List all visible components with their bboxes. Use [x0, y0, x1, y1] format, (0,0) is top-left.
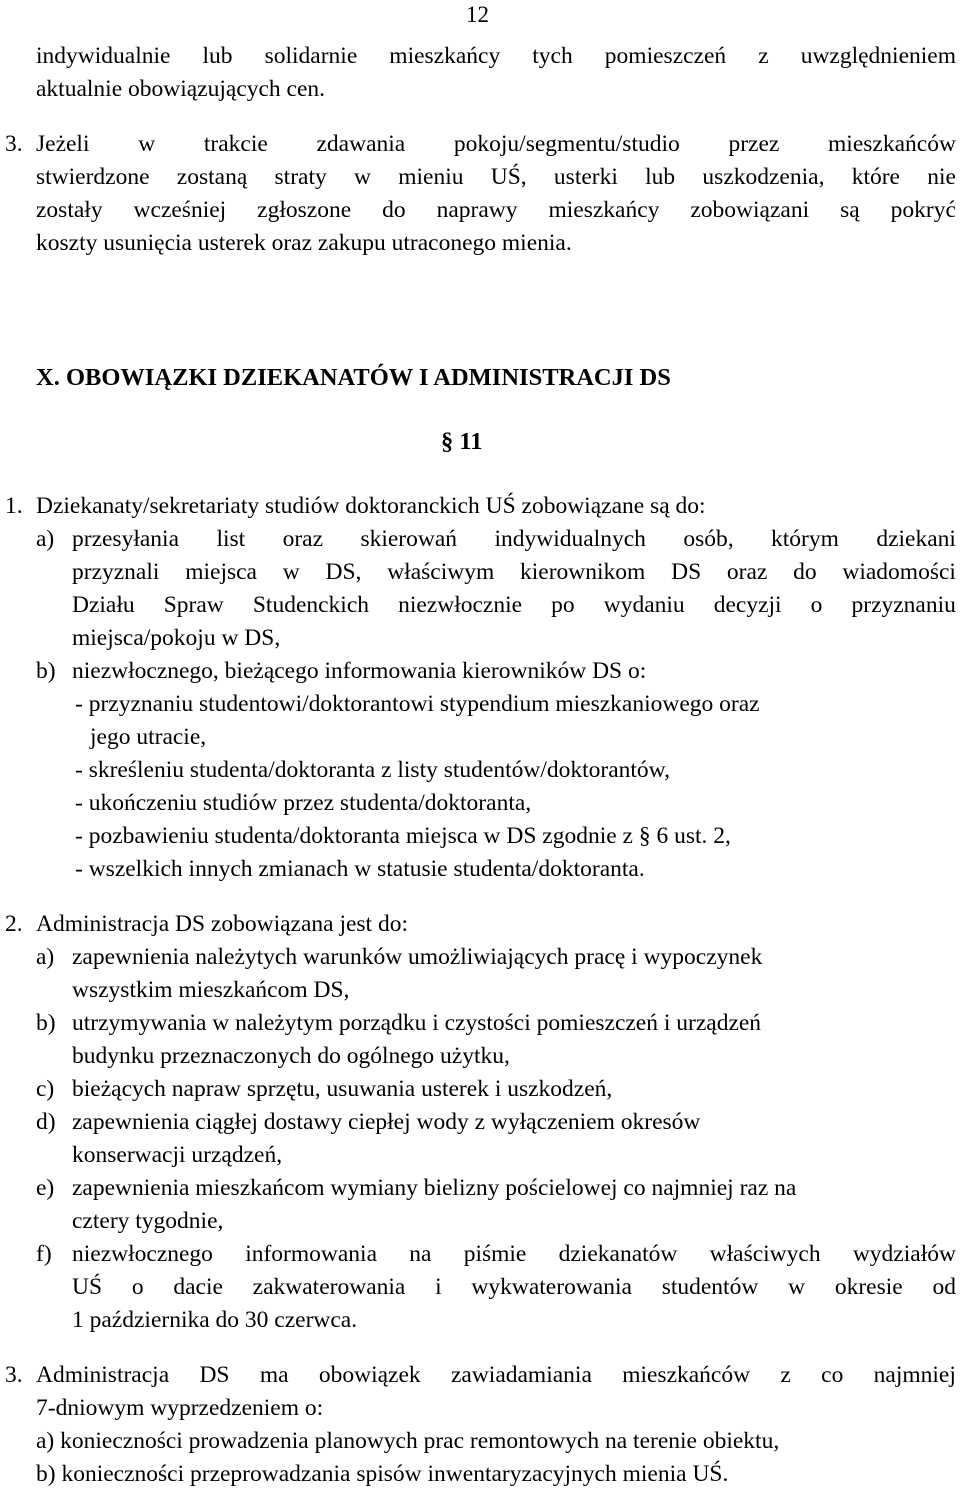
word: decyzji [713, 592, 782, 618]
p2-b-line-1: utrzymywania w należytym porządku i czystości pomieszczeń i urządzeń [72, 1010, 762, 1036]
word: oraz [282, 526, 324, 552]
word: indywidualnie [36, 43, 171, 69]
word: zostały [36, 197, 103, 223]
word: zobowiązani [690, 197, 810, 223]
word: w [788, 1274, 806, 1300]
p1-a-line-2 [72, 559, 956, 586]
word: mieszkańcy [548, 197, 660, 223]
word: osób, [683, 526, 734, 552]
word: w [282, 559, 300, 585]
word: UŚ, [490, 164, 527, 190]
word: do [382, 197, 406, 223]
word: z [758, 43, 769, 69]
p1-dash-1b: jego utracie, [90, 724, 207, 750]
word: Jeżeli [36, 131, 90, 157]
word: DS, [325, 559, 362, 585]
word: przesyłania [72, 526, 180, 552]
word: dziekani [876, 526, 956, 552]
p2-a-line-1: zapewnienia należytych warunków umożliwiających pracę i wypoczynek [72, 944, 763, 970]
word: straty [274, 164, 327, 190]
word: dacie [173, 1274, 223, 1300]
word: są [840, 197, 860, 223]
word: do [793, 559, 817, 585]
p2-e-line-1: zapewnienia mieszkańcom wymiany bielizny pościelowej co najmniej raz na [72, 1175, 797, 1201]
word: informowania [245, 1241, 378, 1267]
p2-c-label: c) [36, 1076, 55, 1102]
p2-c-line-1: bieżących napraw sprzętu, usuwania usterek i uszkodzeń, [72, 1076, 613, 1102]
word: z [780, 1362, 791, 1388]
word: wiadomości [842, 559, 956, 585]
p1-a-line-4: miejsca/pokoju w DS, [72, 625, 281, 651]
p2-f-line-1 [72, 1241, 956, 1268]
word: mieszkańców [622, 1362, 751, 1388]
p2-b-label: b) [36, 1010, 56, 1036]
word: przyznali [72, 559, 160, 585]
word: co [821, 1362, 844, 1388]
word: oraz [726, 559, 768, 585]
word: które [851, 164, 900, 190]
p2-a-label: a) [36, 944, 55, 970]
word: tych [532, 43, 573, 69]
word: uszkodzenia, [702, 164, 825, 190]
p1-dash-5: - wszelkich innych zmianach w statusie studenta/doktoranta. [75, 856, 645, 882]
p2-f-line-3: 1 października do 30 czerwca. [72, 1307, 358, 1333]
word: UŚ [72, 1274, 103, 1300]
p2-b-line-2: budynku przeznaczonych do ogólnego użytku, [72, 1043, 510, 1069]
chapter-heading: X. OBOWIĄZKI DZIEKANATÓW I ADMINISTRACJI DS [36, 364, 671, 391]
word: solidarnie [264, 43, 358, 69]
word: dziekanatów [558, 1241, 678, 1267]
word: pomieszczeń [604, 43, 727, 69]
word: indywidualnych [494, 526, 646, 552]
p1-dash-3: - ukończeniu studiów przez studenta/doktoranta, [75, 790, 532, 816]
word: zakwaterowania [252, 1274, 406, 1300]
p1-number: 1. [5, 493, 23, 519]
p1-intro: Dziekanaty/sekretariaty studiów doktoranckich UŚ zobowiązane są do: [36, 493, 706, 519]
p1-dash-1a: - przyznaniu studentowi/doktorantowi stypendium mieszkaniowego oraz [75, 691, 760, 717]
p1-a-line-1 [72, 526, 956, 553]
word: miejsca [185, 559, 257, 585]
p1-b-label: b) [36, 658, 56, 684]
p1-a-label: a) [36, 526, 55, 552]
word: najmniej [873, 1362, 956, 1388]
word: kierownikom [520, 559, 646, 585]
p2-d-line-1: zapewnienia ciągłej dostawy ciepłej wody z wyłączeniem okresów [72, 1109, 701, 1135]
word: którym [771, 526, 839, 552]
word: na [409, 1241, 432, 1267]
p1-dash-4: - pozbawieniu studenta/doktoranta miejsca w DS zgodnie z § 6 ust. 2, [75, 823, 731, 849]
word: właściwych [709, 1241, 821, 1267]
word: DS [199, 1362, 230, 1388]
section-heading: § 11 [441, 428, 483, 455]
word: piśmie [463, 1241, 527, 1267]
word: pokoju/segmentu/studio [453, 131, 680, 157]
word: ma [259, 1362, 289, 1388]
word: uwzględnieniem [800, 43, 956, 69]
intro-line-2: aktualnie obowiązujących cen. [36, 76, 326, 102]
word: zostaną [176, 164, 248, 190]
word: przez [728, 131, 780, 157]
word: wydziałów [852, 1241, 956, 1267]
item-3-line-2 [36, 164, 956, 191]
p3-line-1 [36, 1362, 956, 1389]
item-3-number: 3. [5, 131, 23, 157]
word: właściwym [387, 559, 495, 585]
word: przyznaniu [851, 592, 956, 618]
item-3-line-4: koszty usunięcia usterek oraz zakupu utraconego mienia. [36, 230, 572, 256]
word: obowiązek [318, 1362, 421, 1388]
word: okresie [834, 1274, 903, 1300]
intro-line-1 [36, 43, 956, 70]
word: w [138, 131, 156, 157]
word: niezwłocznego [72, 1241, 213, 1267]
p2-e-label: e) [36, 1175, 55, 1201]
p3-line-2: 7-dniowym wyprzedzeniem o: [36, 1395, 324, 1421]
item-3-line-3 [36, 197, 956, 224]
word: lub [645, 164, 676, 190]
word: Studenckich [252, 592, 370, 618]
word: pokryć [890, 197, 956, 223]
p2-intro: Administracja DS zobowiązana jest do: [36, 911, 408, 937]
p2-f-line-2 [72, 1274, 956, 1301]
p1-b-line-1: niezwłocznego, bieżącego informowania kierowników DS o: [72, 658, 647, 684]
p2-f-label: f) [36, 1241, 52, 1267]
word: i [435, 1274, 442, 1300]
p2-e-line-2: cztery tygodnie, [72, 1208, 224, 1234]
word: niezwłocznie [398, 592, 523, 618]
p2-d-line-2: konserwacji urządzeń, [72, 1142, 283, 1168]
word: naprawy [436, 197, 518, 223]
word: wykwaterowania [471, 1274, 632, 1300]
p2-number: 2. [5, 911, 23, 937]
word: Działu [72, 592, 135, 618]
word: mieszkańcy [389, 43, 501, 69]
word: nie [927, 164, 956, 190]
word: studentów [661, 1274, 759, 1300]
word: po [551, 592, 575, 618]
page-number: 12 [466, 2, 489, 27]
word: skierowań [360, 526, 458, 552]
word: w [353, 164, 371, 190]
p3-b: b) konieczności przeprowadzania spisów inwentaryzacyjnych mienia UŚ. [36, 1461, 729, 1487]
word: lub [202, 43, 233, 69]
word: zdawania [316, 131, 406, 157]
p2-d-label: d) [36, 1109, 56, 1135]
p3-number: 3. [5, 1362, 23, 1388]
word: zawiadamiania [450, 1362, 592, 1388]
word: list [216, 526, 246, 552]
p1-dash-2: - skreśleniu studenta/doktoranta z listy studentów/doktorantów, [75, 757, 671, 783]
word: Administracja [36, 1362, 170, 1388]
item-3-line-1 [36, 131, 956, 158]
word: mieniu [398, 164, 464, 190]
word: o [810, 592, 823, 618]
word: Spraw [163, 592, 224, 618]
word: usterki [553, 164, 618, 190]
word: od [932, 1274, 956, 1300]
word: o [131, 1274, 144, 1300]
word: DS [671, 559, 702, 585]
p1-a-line-3 [72, 592, 956, 619]
word: wcześniej [133, 197, 227, 223]
word: zgłoszone [257, 197, 352, 223]
word: wydaniu [603, 592, 685, 618]
p3-a: a) konieczności prowadzenia planowych prac remontowych na terenie obiektu, [36, 1428, 780, 1454]
word: trakcie [203, 131, 268, 157]
word: mieszkańców [828, 131, 956, 157]
word: stwierdzone [36, 164, 150, 190]
p2-a-line-2: wszystkim mieszkańcom DS, [72, 977, 350, 1003]
